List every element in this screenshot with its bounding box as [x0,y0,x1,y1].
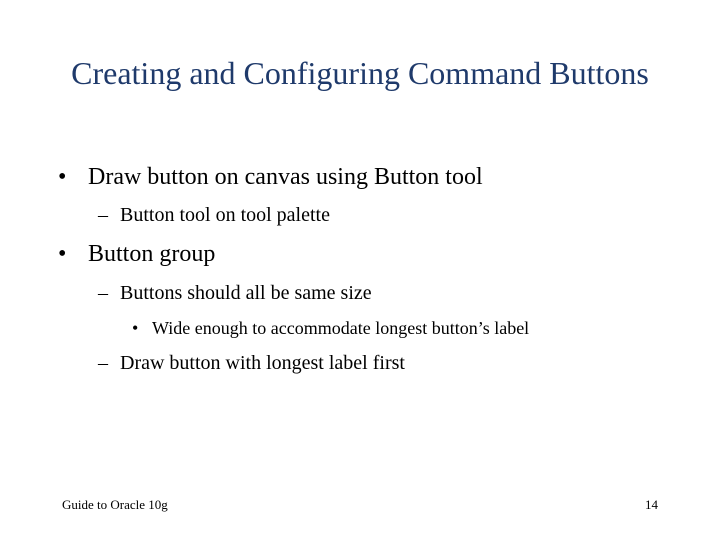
bullet-text: Button group [88,241,216,267]
footer-left-text: Guide to Oracle 10g [62,497,168,512]
dash-marker: – [98,204,108,226]
bullet-level2 [98,204,330,227]
bullet-level3 [132,318,529,339]
bullet-text: Draw button on canvas using Button tool [88,164,483,190]
bullet-level2 [98,352,405,375]
bullet-text: Button tool on tool palette [120,204,330,226]
bullet-level1 [58,241,215,268]
bullet-level2 [98,282,372,305]
bullet-marker: • [58,241,67,267]
slide-title: Creating and Configuring Command Buttons [71,55,649,91]
bullet-text: Buttons should all be same size [120,282,372,304]
dash-marker: – [98,352,108,374]
bullet-marker: • [58,164,67,190]
bullet-text: Draw button with longest label first [120,352,405,374]
dash-marker: – [98,282,108,304]
bullet-marker: • [132,318,139,338]
page-number: 14 [645,497,658,512]
bullet-text: Wide enough to accommodate longest button’s label [152,318,530,338]
bullet-level1 [58,164,483,191]
